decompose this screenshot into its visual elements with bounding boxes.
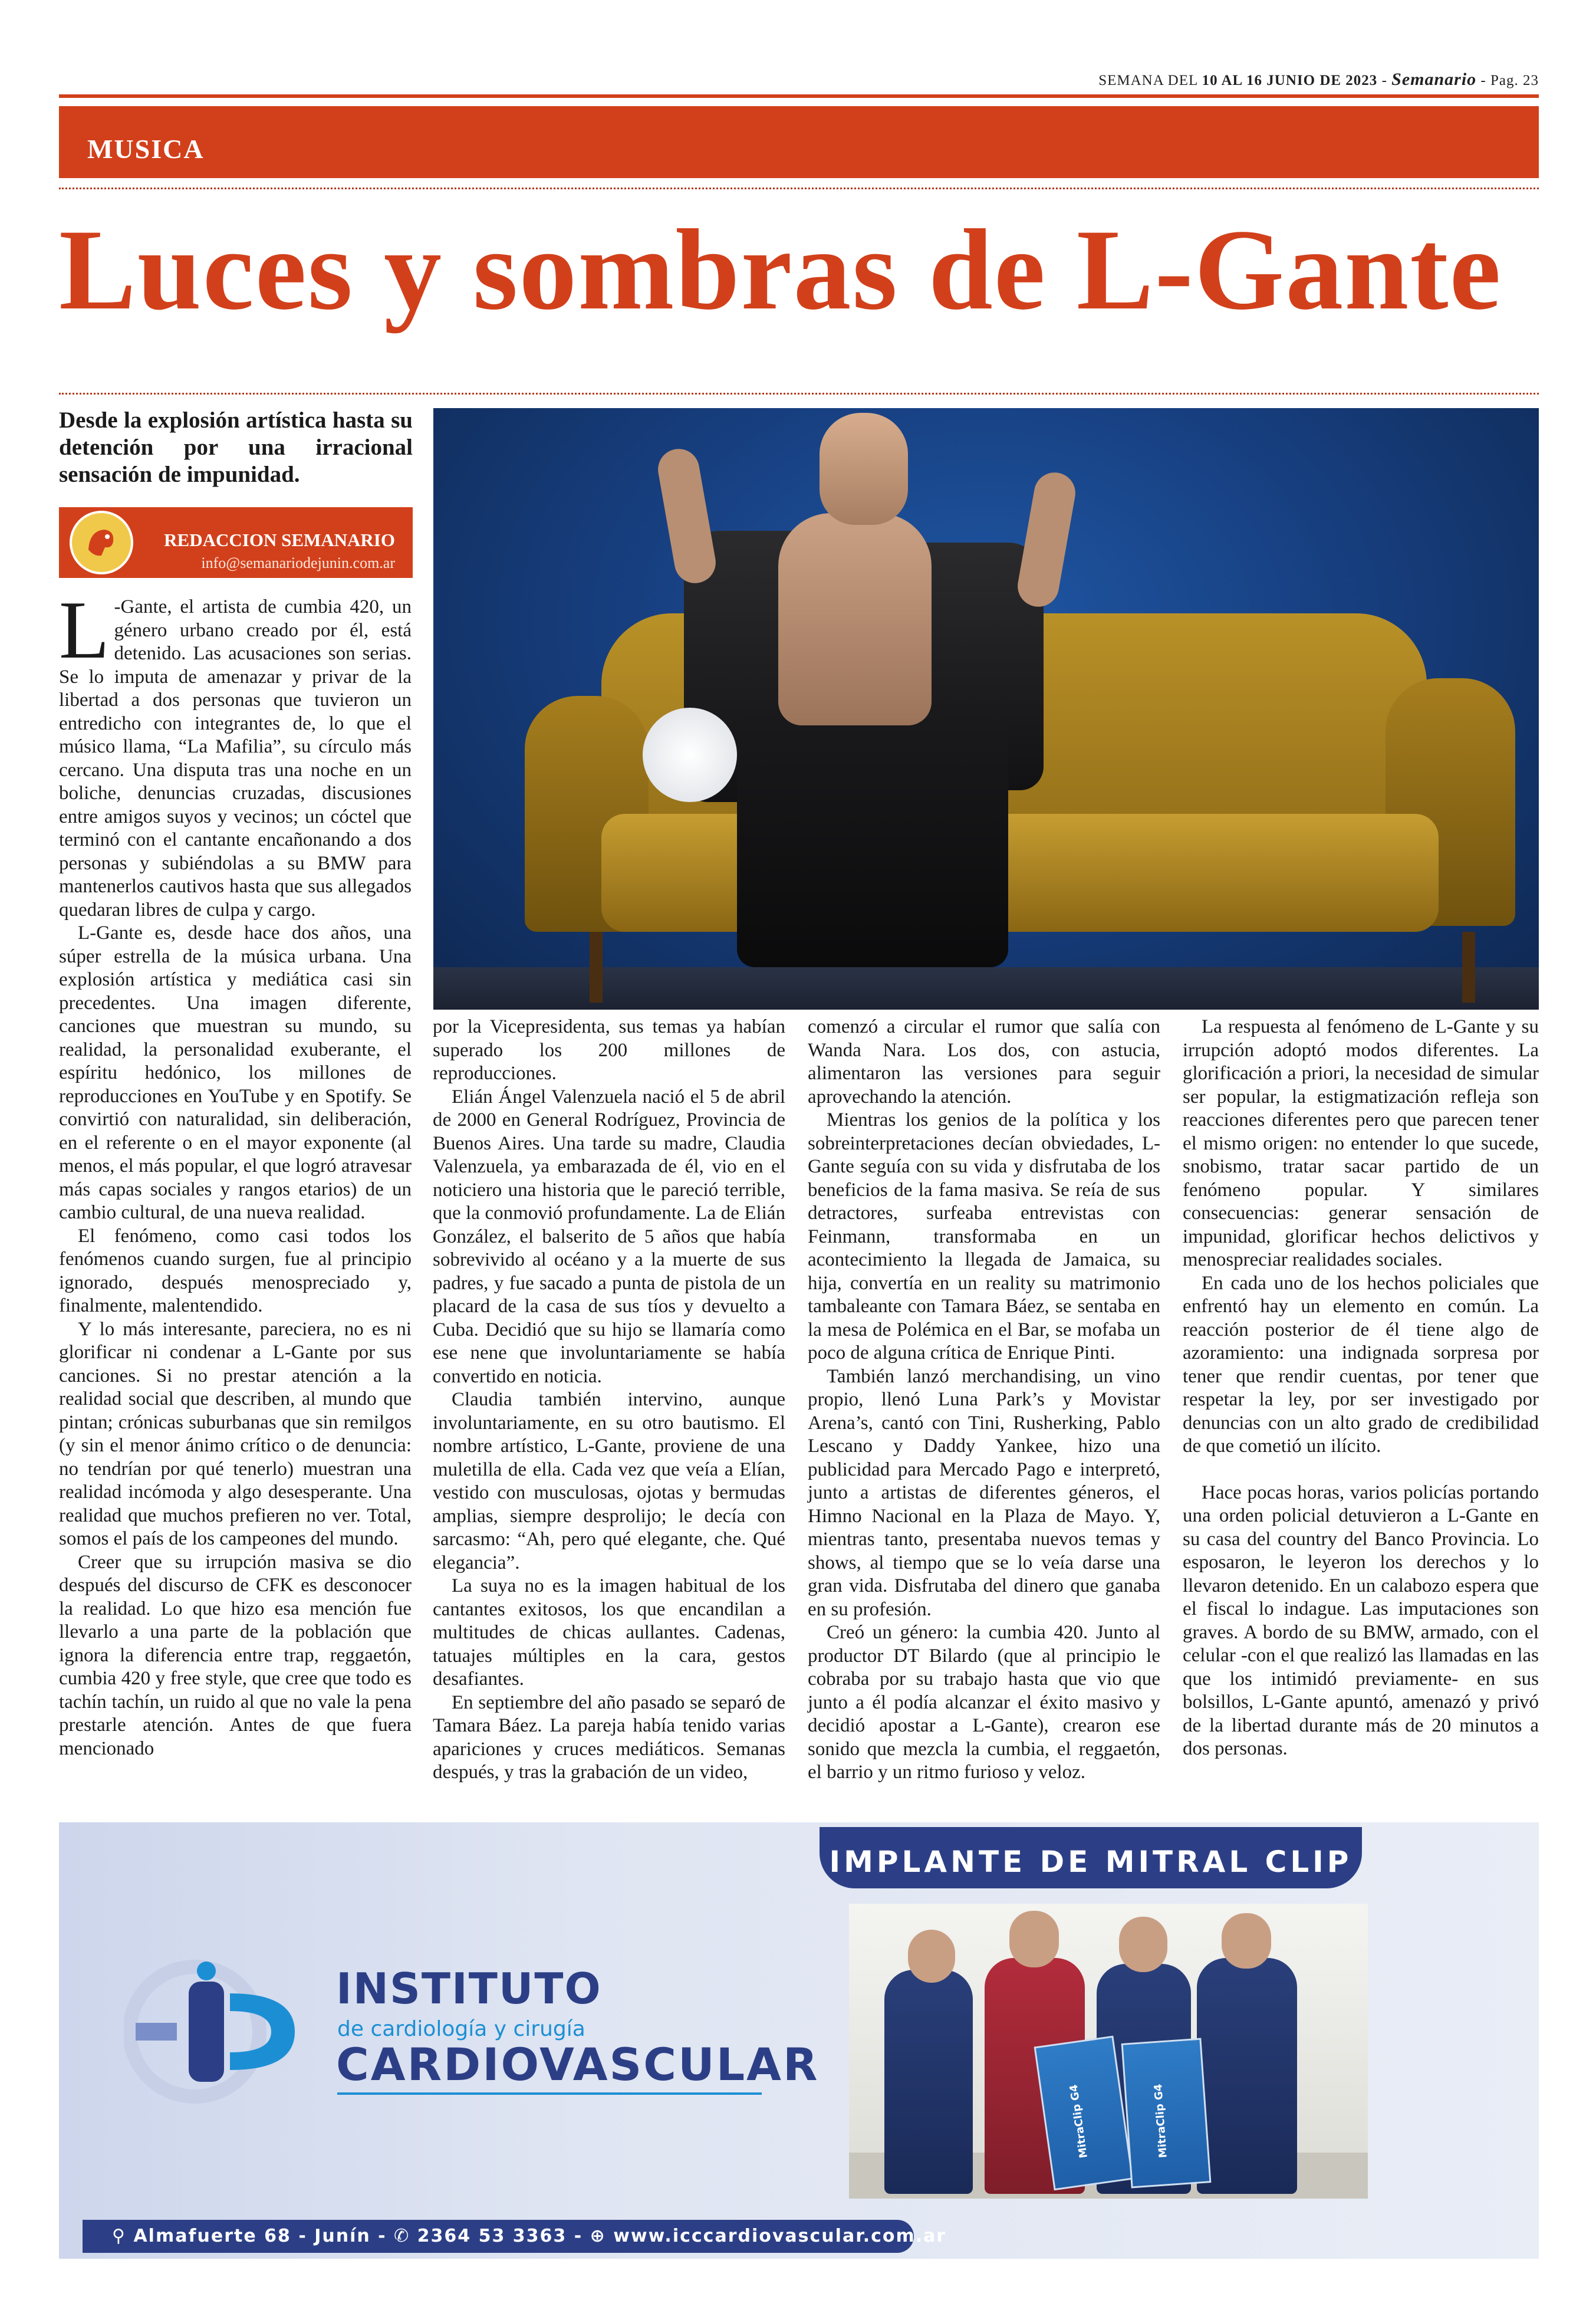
ad-photo-doctor-head: [1222, 1913, 1271, 1969]
paragraph: También lanzó merchandising, un vino propio, llenó Luna Park’s y Movistar Arena’s, cantó con Tini, Rusherking, Pablo Lescano y Daddy Yankee, hizo una publicidad para Mercado Pago e interpretó, junto a artistas de diferentes géneros, el Himno Nacional en la Plaza de Mayo. Y, mientras tanto, presentaba nuevos temas y shows, al tiempo que se lo veía darse una gran vida. Disfrutaba del dinero que ganaba en su profesión.: [808, 1365, 1160, 1620]
top-rule: [59, 94, 1539, 98]
photo-sofa-leg: [1462, 932, 1475, 1003]
paragraph: comenzó a circular el rumor que salía con Wanda Nara. Los dos, con astucia, alimentaron las versiones para seguir aprovechando la atención.: [808, 1016, 1160, 1108]
paragraph: L-Gante es, desde hace dos años, una súper estrella de la música urbana. Una explosión artística y mediática casi sin precedentes. Una imagen diferente, canciones que muestran su mundo, su realidad, la personalidad exuberante, el espíritu hedónico, los millones de reproducciones en YouTube y en Spotify. Se convirtió con naturalidad, sin deliberación, en el referente o en el mayor exponente (al menos, el más popular, el que logró atravesar más capas sociales y rangos etarios) de un cambio cultural, de una nueva realidad.: [59, 922, 412, 1223]
institute-name-line1: INSTITUTO: [336, 1964, 602, 2013]
brand-name: Semanario: [1391, 70, 1477, 89]
ad-footer-text: Almafuerte 68 - Junín - ✆ 2364 53 3363 - ⊕ www.icccardiovascular.com.ar: [133, 2226, 947, 2246]
ad-photo-doctor: [884, 1970, 973, 2194]
paragraph: Hace pocas horas, varios policías portando una orden policial detuvieron a L-Gante en su casa del country del Banco Provincia. Lo esposaron, le leyeron los derechos y lo llevaron detenido. En un calabozo espera que el fiscal lo indague. Las imputaciones son graves. A bordo de su BMW, armado, con el celular -con el que realizó las llamadas en las que los intimidó previamente- en sus bolsillos, L-Gante apuntó, amenazó y privó de la libertad durante más de 20 minutos a dos personas.: [1183, 1481, 1539, 1759]
institute-logo-icon: [124, 1958, 318, 2105]
paragraph: En cada uno de los hechos policiales que enfrentó hay un elemento en común. La reacción posterior de él tiene algo de azoramiento: una indignada sorpresa por tener que rendir cuentas, por tener que respetar la ley, por ser investigado por denuncias con un alto grado de credibilidad de que cometió un ilícito.: [1183, 1272, 1539, 1457]
institute-name-line3: CARDIOVASCULAR: [336, 2038, 820, 2091]
photo-sofa-leg: [590, 932, 603, 1003]
photo-cap: [643, 708, 737, 802]
headline-divider: [59, 393, 1539, 395]
institute-underline: [337, 2092, 762, 2095]
week-prefix: SEMANA DEL: [1098, 73, 1198, 88]
issue-dates: 10 AL 16 JUNIO DE 2023: [1202, 73, 1378, 88]
ad-photo-doctor-head: [1119, 1917, 1167, 1972]
ad-photo-doctor-head: [1009, 1911, 1059, 1967]
ad-product-box: MitraClip G4: [1121, 2038, 1212, 2189]
ad-product-box: MitraClip G4: [1034, 2036, 1134, 2191]
paragraph: por la Vicepresidenta, sus temas ya habían superado los 200 millones de reproducciones.: [433, 1016, 785, 1084]
headline: Luces y sombras de L-Gante: [59, 206, 1502, 334]
photo-head: [820, 413, 908, 525]
ad-banner-title: IMPLANTE DE MITRAL CLIP: [829, 1845, 1353, 1879]
paragraph: En septiembre del año pasado se separó de Tamara Báez. La pareja había tenido varias apariciones y cruces mediáticos. Semanas después, y tras la grabación de un video,: [433, 1691, 785, 1783]
institute-name-line2: de cardiología y cirugía: [337, 2017, 585, 2041]
section-divider: [59, 188, 1539, 189]
byline-logo-icon: [70, 511, 133, 574]
deck: Desde la explosión artística hasta su detención por una irracional sensación de impunidad.: [59, 408, 413, 488]
paragraph: Elián Ángel Valenzuela nació el 5 de abril de 2000 en General Rodríguez, Provincia de Buenos Aires. Una tarde su madre, Claudia Valenzuela, ya embarazada de él, vio en el noticiero una historia que le pareció terrible, que la conmovió profundamente. La de Elián González, el balserito de 5 años que había sobrevivido al océano y a la muerte de sus padres, y fue sacado a punta de pistola de un placard de la casa de sus tíos y devuelto a Cuba. Decidió que su hijo se llamaría como ese nene que involuntariamente se había convertido en noticia.: [433, 1086, 785, 1387]
paragraph: El fenómeno, como casi todos los fenómenos cuando surgen, fue al principio ignorado, después menospreciado y, finalmente, malentendido.: [59, 1225, 412, 1316]
paragraph: Mientras los genios de la política y los sobreinterpretaciones decían obviedades, L-Gante seguía con su vida y disfrutaba de los beneficios de la fama masiva. Se reía de sus detractores, surfeaba entrevistas con Feinmann, transformaba en un acontecimiento la llegada de Jamaica, su hija, convertía en un reality su matrimonio tambaleante con Tamara Báez, se sentaba en la mesa de Polémica en el Bar, se mofaba un poco de alguna crítica de Enrique Pinti.: [808, 1109, 1160, 1364]
byline-name: REDACCION SEMANARIO: [164, 530, 395, 550]
photo-pants: [737, 708, 1008, 967]
article-column-2: [433, 1016, 785, 1785]
photo-torso: [778, 513, 932, 725]
paragraph: Creer que su irrupción masiva se dio después del discurso de CFK es desconocer la realidad. Lo que hizo esa mención fue llevarlo a una parte de la población que ignora la diferencia entre trap, reggaetón, cumbia 420 y free style, que cree que todo es tachín tachín, un ruido al que no vale la pena prestarle atención. Antes de que fuera mencionado: [59, 1551, 412, 1759]
article-column-4: [1183, 1016, 1539, 1761]
folio-line: SEMANA DEL 10 AL 16 JUNIO DE 2023 - Semanario - Pag. 23: [1098, 70, 1539, 89]
paragraph: La respuesta al fenómeno de L-Gante y su irrupción adoptó modos diferentes. La glorificación a priori, la necesidad de simular ser popular, la estigmatización refleja son reacciones diferentes pero que parecen tener el mismo origen: no entender lo que sucede, snobismo, tratar sacar partido de un fenómeno popular. Y similares consecuencias: generar sensación de impunidad, glorificar hechos delictivos y menospreciar realidades sociales.: [1183, 1016, 1539, 1270]
dropcap: L: [59, 584, 110, 676]
paragraph: Y lo más interesante, pareciera, no es ni glorificar ni condenar a L-Gante por sus canciones. Si no prestar atención a la realidad social que describen, al mundo que pintan; crónicas suburbanas que sin remilgos (y sin el menor ánimo crítico o de denuncia: no tendrían por qué tenerlo) muestran una realidad incómoda y algo desesperante. Una realidad que muchos prefieren no ver. Total, somos el país de los campeones del mundo.: [59, 1318, 412, 1549]
photo-sofa-seat: [601, 814, 1439, 932]
location-pin-icon: ⚲: [112, 2226, 126, 2246]
article-column-1: [59, 584, 412, 1760]
ad-photo-doctor: [1197, 1958, 1297, 2194]
section-band: [59, 106, 1539, 178]
paragraph: Claudia también intervino, aunque involuntariamente, en su otro bautismo. El nombre artístico, L-Gante, proviene de una muletilla de ella. Cada vez que veía a Elían, vestido con musculosas, ojotas y bermudas amplias, siempre desprolijo; le decía con sarcasmo: “Ah, pero qué elegante, che. Qué elegancia”.: [433, 1389, 785, 1573]
section-label: MUSICA: [87, 134, 205, 164]
article-column-3: [808, 1016, 1160, 1785]
ad-footer-contact[interactable]: [112, 2226, 946, 2246]
paragraph: La suya no es la imagen habitual de los cantantes exitosos, los que encandilan a multitudes de chicas aullantes. Cadenas, tatuajes múltiples en la cara, gestos desafiantes.: [433, 1575, 785, 1690]
paragraph: L -Gante, el artista de cumbia 420, un género urbano creado por él, está detenido. Las acusaciones son serias. Se lo imputa de amenazar y privar de la libertad a dos personas que tuvieron un entredicho con integrantes de, lo que el músico llama, “La Mafilia”, su círculo más cercano. Una disputa tras una noche en un boliche, denuncias cruzadas, discusiones entre amigos suyos y vecinos; un cóctel que terminó con el cantante encañonando a dos personas y subiéndolas a su BMW para mantenerlos cautivos hasta que sus allegados quedaran libres de culpa y cargo.: [59, 584, 412, 921]
paragraph: Creó un género: la cumbia 420. Junto al productor DT Bilardo (que al principio le cobraba por su trabajo hasta que vio que junto a él podía alcanzar el éxito masivo y decidió apostar a L-Gante), crearon ese sonido que mezcla la cumbia, el reggaetón, el barrio y un ritmo furioso y veloz.: [808, 1622, 1160, 1783]
byline-email[interactable]: info@semanariodejunin.com.ar: [201, 554, 395, 571]
ad-photo-doctor-head: [908, 1930, 955, 1983]
page-number: Pag. 23: [1490, 73, 1539, 88]
